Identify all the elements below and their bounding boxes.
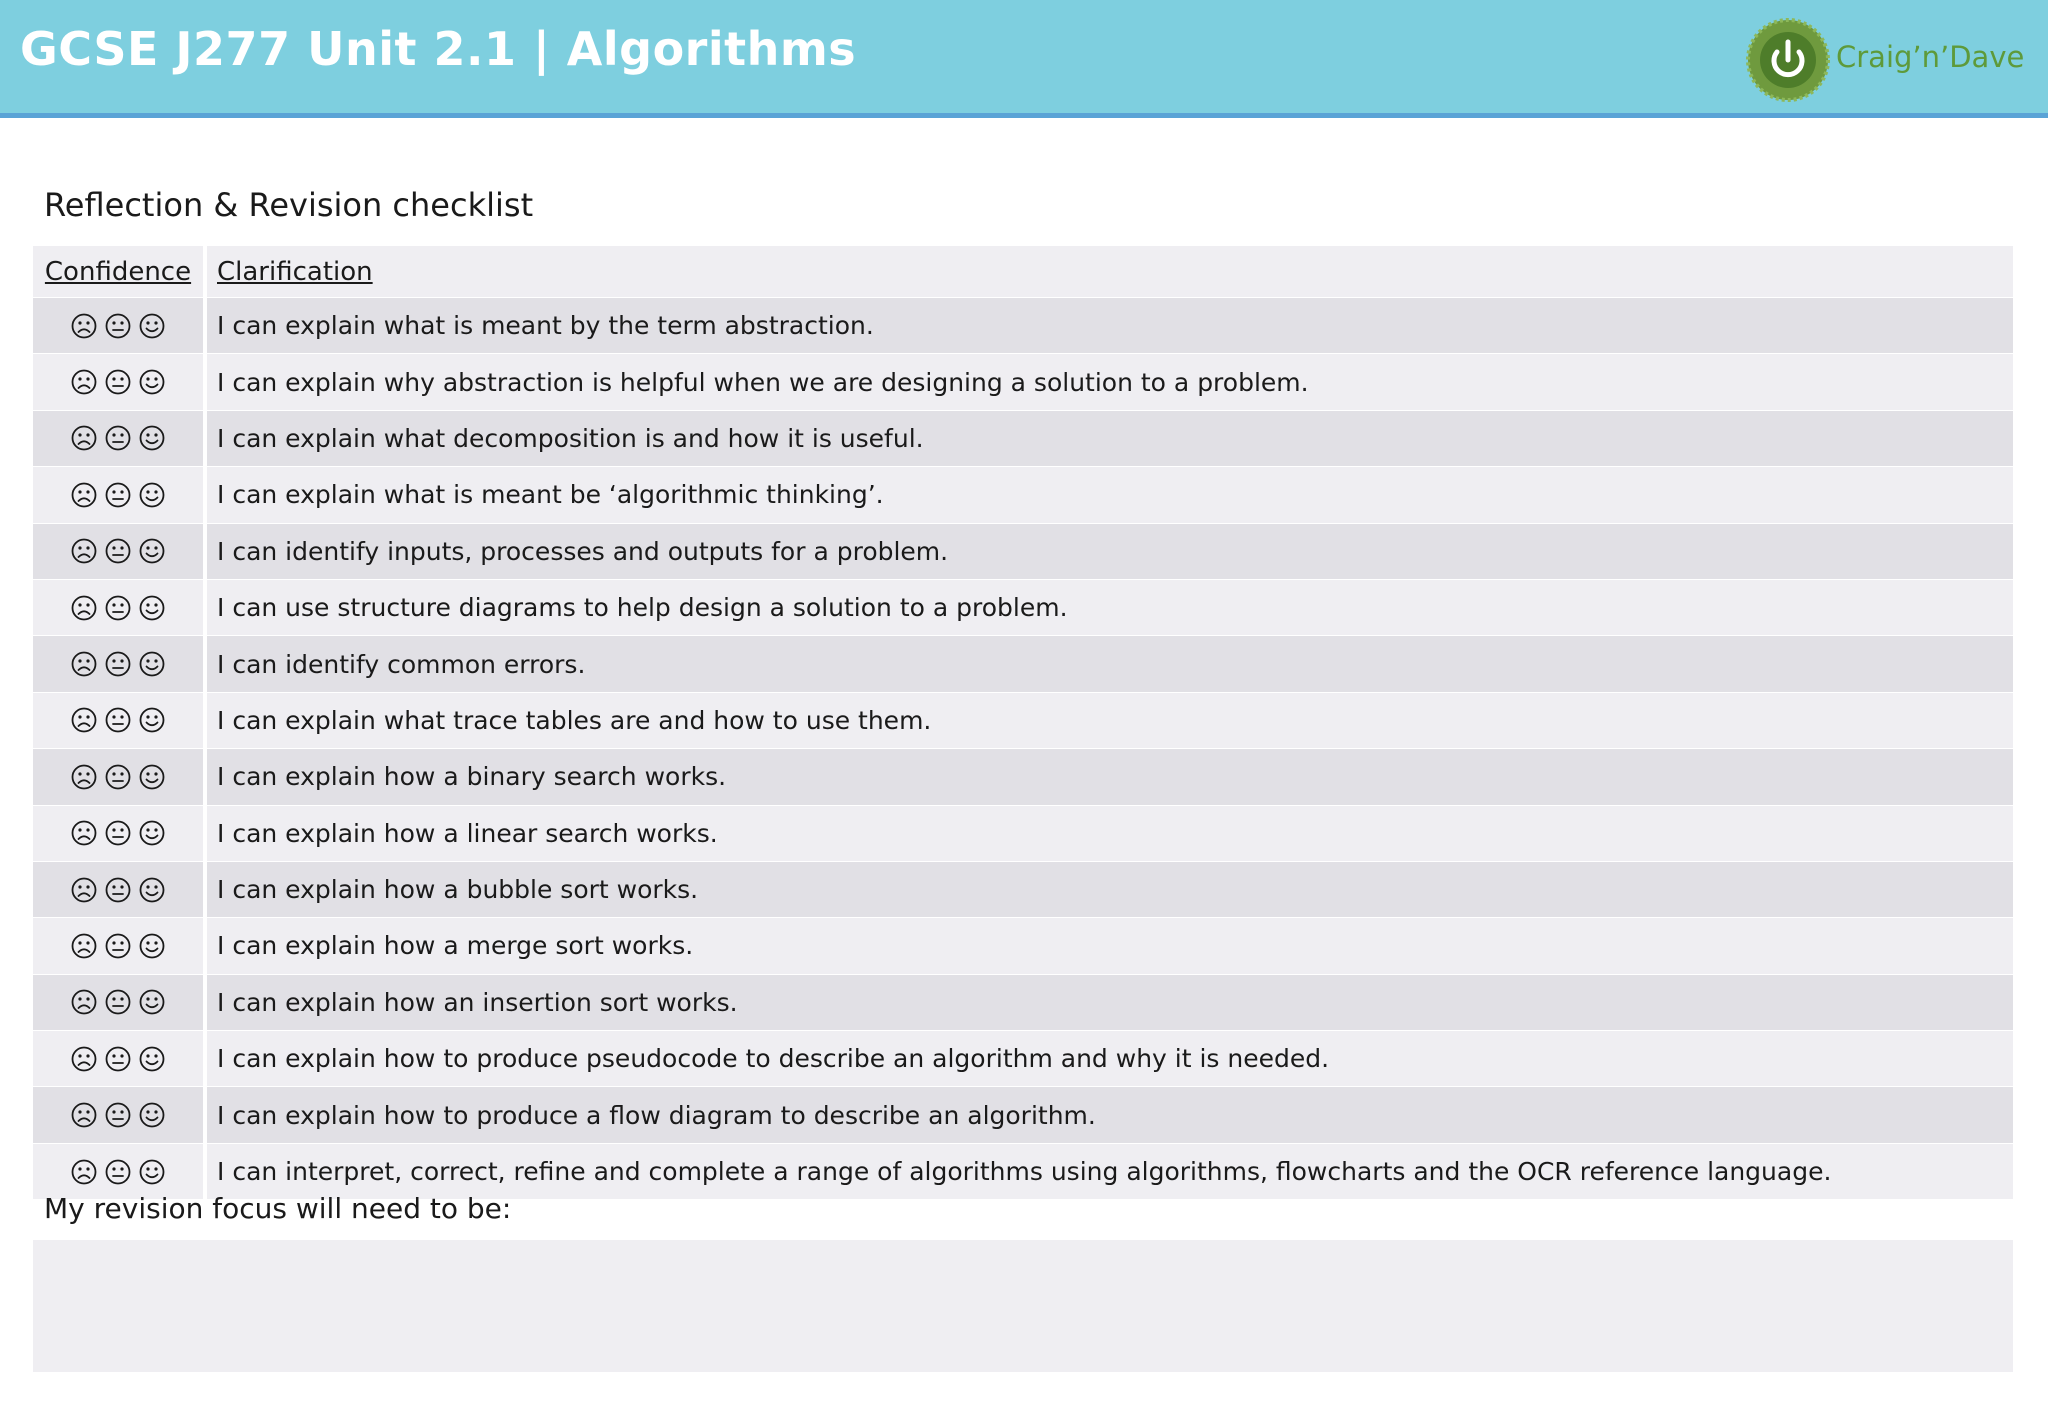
clarification-cell: I can explain how to produce a flow diagram to describe an algorithm. bbox=[217, 1100, 1096, 1130]
happy-face-icon[interactable] bbox=[139, 933, 165, 959]
confidence-faces bbox=[71, 1102, 165, 1128]
neutral-face-icon[interactable] bbox=[105, 707, 131, 733]
sad-face-icon[interactable] bbox=[71, 707, 97, 733]
table-row bbox=[33, 580, 2013, 636]
sad-face-icon[interactable] bbox=[71, 764, 97, 790]
sad-face-icon[interactable] bbox=[71, 989, 97, 1015]
happy-face-icon[interactable] bbox=[139, 1102, 165, 1128]
happy-face-icon[interactable] bbox=[139, 369, 165, 395]
neutral-face-icon[interactable] bbox=[105, 369, 131, 395]
sad-face-icon[interactable] bbox=[71, 1102, 97, 1128]
clarification-cell: I can explain what decomposition is and how it is useful. bbox=[217, 423, 924, 453]
confidence-faces bbox=[71, 651, 165, 677]
table-header-row bbox=[33, 246, 2013, 298]
sad-face-icon[interactable] bbox=[71, 425, 97, 451]
happy-face-icon[interactable] bbox=[139, 1046, 165, 1072]
confidence-faces bbox=[71, 369, 165, 395]
neutral-face-icon[interactable] bbox=[105, 1159, 131, 1185]
table-row bbox=[33, 1031, 2013, 1087]
neutral-face-icon[interactable] bbox=[105, 877, 131, 903]
confidence-faces bbox=[71, 313, 165, 339]
clarification-cell: I can identify inputs, processes and outputs for a problem. bbox=[217, 536, 949, 566]
confidence-cell bbox=[33, 918, 207, 973]
clarification-cell: I can explain how a merge sort works. bbox=[217, 931, 694, 961]
clarification-cell: I can identify common errors. bbox=[217, 649, 586, 679]
confidence-cell bbox=[33, 467, 207, 522]
neutral-face-icon[interactable] bbox=[105, 482, 131, 508]
neutral-face-icon[interactable] bbox=[105, 538, 131, 564]
confidence-cell bbox=[33, 298, 207, 353]
confidence-cell bbox=[33, 1031, 207, 1086]
confidence-cell bbox=[33, 1144, 207, 1199]
confidence-faces bbox=[71, 1159, 165, 1185]
happy-face-icon[interactable] bbox=[139, 1159, 165, 1185]
confidence-faces bbox=[71, 595, 165, 621]
confidence-cell bbox=[33, 354, 207, 409]
neutral-face-icon[interactable] bbox=[105, 764, 131, 790]
sad-face-icon[interactable] bbox=[71, 595, 97, 621]
clarification-cell: I can explain how a binary search works. bbox=[217, 762, 727, 792]
table-row bbox=[33, 1087, 2013, 1143]
sad-face-icon[interactable] bbox=[71, 482, 97, 508]
confidence-header: Confidence bbox=[44, 256, 192, 287]
table-row bbox=[33, 636, 2013, 692]
happy-face-icon[interactable] bbox=[139, 707, 165, 733]
table-row bbox=[33, 918, 2013, 974]
table-row bbox=[33, 806, 2013, 862]
happy-face-icon[interactable] bbox=[139, 538, 165, 564]
happy-face-icon[interactable] bbox=[139, 425, 165, 451]
sad-face-icon[interactable] bbox=[71, 933, 97, 959]
table-row bbox=[33, 298, 2013, 354]
confidence-faces bbox=[71, 425, 165, 451]
sad-face-icon[interactable] bbox=[71, 877, 97, 903]
page-header bbox=[0, 0, 2048, 118]
happy-face-icon[interactable] bbox=[139, 651, 165, 677]
neutral-face-icon[interactable] bbox=[105, 1102, 131, 1128]
happy-face-icon[interactable] bbox=[139, 877, 165, 903]
neutral-face-icon[interactable] bbox=[105, 1046, 131, 1072]
table-row bbox=[33, 354, 2013, 410]
confidence-faces bbox=[71, 933, 165, 959]
confidence-faces bbox=[71, 538, 165, 564]
sad-face-icon[interactable] bbox=[71, 651, 97, 677]
neutral-face-icon[interactable] bbox=[105, 989, 131, 1015]
checklist-table bbox=[33, 246, 2013, 1200]
confidence-faces bbox=[71, 707, 165, 733]
clarification-cell: I can explain why abstraction is helpful when we are designing a solution to a problem. bbox=[217, 367, 1309, 397]
craig-n-dave-logo-icon bbox=[1746, 18, 1830, 102]
confidence-faces bbox=[71, 877, 165, 903]
happy-face-icon[interactable] bbox=[139, 482, 165, 508]
sad-face-icon[interactable] bbox=[71, 1046, 97, 1072]
neutral-face-icon[interactable] bbox=[105, 313, 131, 339]
neutral-face-icon[interactable] bbox=[105, 651, 131, 677]
confidence-cell bbox=[33, 693, 207, 748]
confidence-cell bbox=[33, 636, 207, 691]
revision-focus-label: My revision focus will need to be: bbox=[44, 1192, 512, 1225]
neutral-face-icon[interactable] bbox=[105, 425, 131, 451]
happy-face-icon[interactable] bbox=[139, 764, 165, 790]
confidence-cell bbox=[33, 806, 207, 861]
confidence-cell bbox=[33, 524, 207, 579]
neutral-face-icon[interactable] bbox=[105, 595, 131, 621]
sad-face-icon[interactable] bbox=[71, 369, 97, 395]
happy-face-icon[interactable] bbox=[139, 313, 165, 339]
clarification-cell: I can explain how to produce pseudocode to describe an algorithm and why it is needed. bbox=[217, 1044, 1330, 1074]
clarification-cell: I can explain what is meant by the term abstraction. bbox=[217, 311, 874, 341]
clarification-cell: I can explain what is meant be ‘algorithmic thinking’. bbox=[217, 480, 884, 510]
confidence-faces bbox=[71, 764, 165, 790]
confidence-cell bbox=[33, 862, 207, 917]
table-row bbox=[33, 467, 2013, 523]
table-row bbox=[33, 411, 2013, 467]
neutral-face-icon[interactable] bbox=[105, 820, 131, 846]
happy-face-icon[interactable] bbox=[139, 989, 165, 1015]
confidence-cell bbox=[33, 749, 207, 804]
sad-face-icon[interactable] bbox=[71, 820, 97, 846]
table-row bbox=[33, 862, 2013, 918]
neutral-face-icon[interactable] bbox=[105, 933, 131, 959]
page-title: GCSE J277 Unit 2.1 | Algorithms bbox=[20, 22, 857, 76]
happy-face-icon[interactable] bbox=[139, 595, 165, 621]
clarification-cell: I can explain what trace tables are and how to use them. bbox=[217, 705, 932, 735]
clarification-header: Clarification bbox=[217, 256, 373, 287]
sad-face-icon[interactable] bbox=[71, 1159, 97, 1185]
table-row bbox=[33, 693, 2013, 749]
checklist-title: Reflection & Revision checklist bbox=[44, 186, 534, 224]
sad-face-icon[interactable] bbox=[71, 313, 97, 339]
confidence-cell bbox=[33, 580, 207, 635]
clarification-header-cell bbox=[207, 246, 2013, 297]
confidence-cell bbox=[33, 411, 207, 466]
clarification-cell: I can explain how a linear search works. bbox=[217, 818, 718, 848]
confidence-faces bbox=[71, 1046, 165, 1072]
table-row bbox=[33, 524, 2013, 580]
confidence-header-cell bbox=[33, 246, 207, 297]
logo-text: Craig’n’Dave bbox=[1836, 40, 2025, 74]
clarification-cell: I can explain how a bubble sort works. bbox=[217, 875, 699, 905]
revision-focus-area[interactable] bbox=[33, 1240, 2013, 1372]
table-row bbox=[33, 749, 2013, 805]
table-row bbox=[33, 975, 2013, 1031]
confidence-cell bbox=[33, 1087, 207, 1142]
clarification-cell: I can explain how an insertion sort works. bbox=[217, 987, 738, 1017]
confidence-cell bbox=[33, 975, 207, 1030]
confidence-faces bbox=[71, 482, 165, 508]
happy-face-icon[interactable] bbox=[139, 820, 165, 846]
clarification-cell: I can interpret, correct, refine and complete a range of algorithms using algorithms, flowcharts and the OCR reference language. bbox=[217, 1157, 1832, 1187]
confidence-faces bbox=[71, 820, 165, 846]
confidence-faces bbox=[71, 989, 165, 1015]
sad-face-icon[interactable] bbox=[71, 538, 97, 564]
clarification-cell: I can use structure diagrams to help design a solution to a problem. bbox=[217, 593, 1068, 623]
